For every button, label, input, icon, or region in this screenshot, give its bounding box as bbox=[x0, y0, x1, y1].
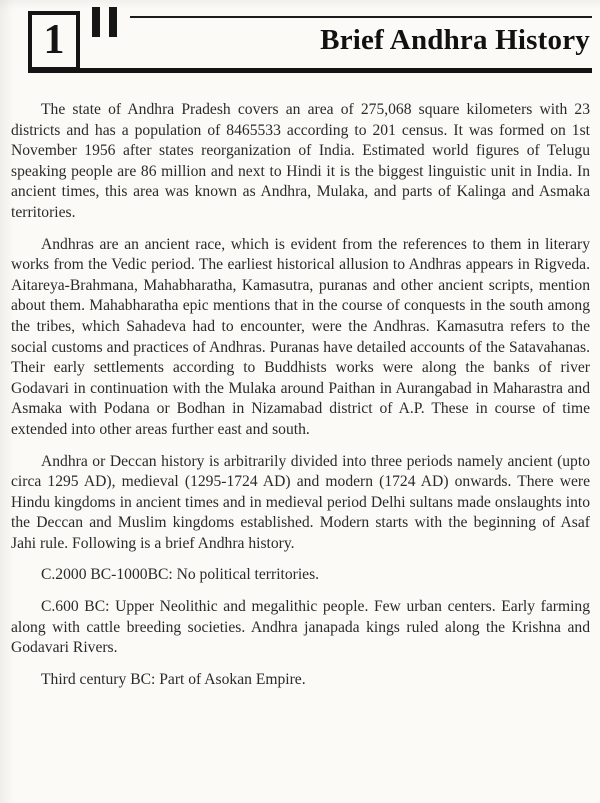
header-thick-rule bbox=[28, 68, 592, 73]
body-paragraph: Third century BC: Part of Asokan Empire. bbox=[41, 670, 306, 688]
bar-right bbox=[109, 7, 117, 37]
chapter-number-box bbox=[28, 11, 80, 71]
chapter-title: Brief Andhra History bbox=[320, 24, 590, 56]
body-paragraph: Andhras are an ancient race, which is evident from the references to them in literary works from the Vedic period. The earliest historical allusion to Andhras appears in Rigveda. Aitareya-Brahmana, Mahabharatha, Kamasutra, puranas and other ancient scripts, mention about them. Mahabharatha epic mentions that in the course of conquests in the south among the tribes, which Sahadeva had to encounter, were the Andhras. Kamasutra refers to the social customs and practices of Andhras. Puranas have detailed accounts of the Satavahanas. Their early settlements according to Buddhists works were along the banks of river Godavari in continuation with the Mulaka around Paithan in Aurangabad in Maharastra and Asmaka with Podana or Bodhan in Nizamabad district of A.P. These in course of time extended into other areas further east and south. bbox=[11, 235, 590, 438]
header-top-rule bbox=[130, 16, 592, 18]
body-paragraph: C.600 BC: Upper Neolithic and megalithic people. Few urban centers. Early farming along with cattle breeding societies. Andhra janapada kings ruled along the Krishna and Godavari Rivers. bbox=[11, 598, 590, 657]
bar-left bbox=[92, 7, 100, 37]
page-body bbox=[0, 88, 600, 690]
body-paragraph: The state of Andhra Pradesh covers an area of 275,068 square kilometers with 23 districts and has a population of 8465533 according to 201 census. It was formed on 1st November 1956 after states reorganization of India. Estimated world figures of Telugu speaking people are 86 million and next to Hindi it is the biggest linguistic unit in India. In ancient times, this area was known as Andhra, Mulaka, and parts of Kalinga and Asmaka territories. bbox=[11, 101, 590, 221]
chapter-number: 1 bbox=[43, 17, 65, 63]
body-paragraph: Andhra or Deccan history is arbitrarily divided into three periods namely ancient (upto circa 1295 AD), medieval (1295-1724 AD) and modern (1724 AD) onwards. There were Hindu kingdoms in ancient times and in medieval period Delhi sultans made onslaughts into the Deccan and Muslim kingdoms established. Modern starts with the beginning of Asaf Jahi rule. Following is a brief Andhra history. bbox=[11, 452, 590, 552]
double-bar-icon bbox=[92, 7, 117, 37]
body-paragraph: C.2000 BC-1000BC: No political territories. bbox=[41, 566, 320, 584]
chapter-header bbox=[0, 0, 600, 88]
